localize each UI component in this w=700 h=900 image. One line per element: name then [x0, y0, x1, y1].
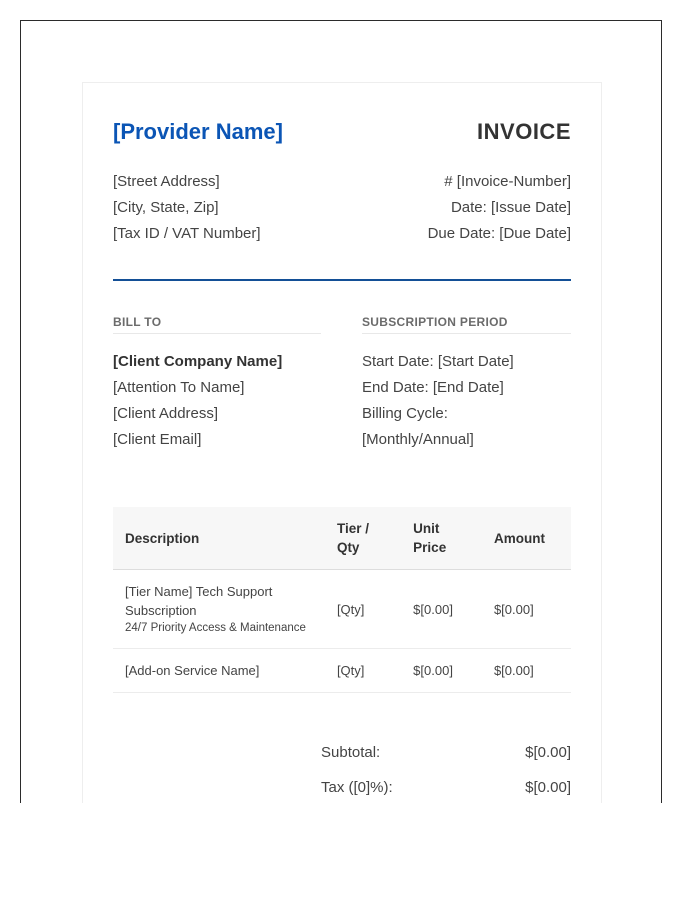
start-date: Start Date: [Start Date]: [362, 353, 514, 370]
client-email: [Client Email]: [113, 431, 202, 448]
item-description: [Tier Name] Tech Support Subscription: [125, 584, 273, 618]
item-description: [Add-on Service Name]: [113, 649, 325, 693]
document-viewport[interactable]: [20, 20, 662, 803]
qty-header-line1: Tier /: [336, 521, 369, 536]
provider-name: [Provider Name]: [113, 119, 283, 144]
line-items-table: [113, 507, 571, 693]
invoice-due-date: Due Date: [Due Date]: [427, 225, 571, 242]
totals-block: [321, 735, 571, 803]
bill-to-heading: BILL TO: [113, 315, 321, 334]
tax-label: Tax ([0]%):: [321, 779, 393, 796]
price-header-line2: Price: [413, 540, 447, 555]
item-unit-price: $[0.00]: [401, 649, 482, 693]
item-amount: $[0.00]: [482, 649, 571, 693]
client-address: [Client Address]: [113, 405, 219, 422]
invoice-meta: [428, 169, 571, 247]
header-divider: [113, 279, 571, 281]
provider-city: [City, State, Zip]: [113, 199, 219, 216]
client-attention: [Attention To Name]: [113, 379, 245, 396]
table-row: [113, 649, 571, 693]
subtotal-value: $[0.00]: [525, 744, 571, 761]
bill-to-details: [113, 349, 282, 453]
provider-tax-id: [Tax ID / VAT Number]: [113, 225, 261, 242]
column-header-amount: Amount: [482, 507, 571, 570]
item-note: 24/7 Priority Access & Maintenance: [125, 622, 306, 634]
column-header-description: Description: [113, 507, 325, 570]
row-description: [113, 570, 325, 649]
item-unit-price: $[0.00]: [401, 570, 482, 649]
provider-street: [Street Address]: [113, 173, 220, 190]
end-date: End Date: [End Date]: [362, 379, 504, 396]
subscription-period-heading: SUBSCRIPTION PERIOD: [362, 315, 571, 334]
invoice-title: INVOICE: [477, 119, 571, 144]
tax-row: [321, 770, 571, 803]
qty-header-line2: Qty: [336, 540, 360, 555]
item-qty: [Qty]: [325, 570, 401, 649]
subtotal-row: [321, 735, 571, 770]
invoice-number: # [Invoice-Number]: [444, 173, 571, 190]
column-header-qty: [325, 507, 401, 570]
price-header-line1: Unit: [413, 521, 440, 536]
tax-value: $[0.00]: [525, 779, 571, 796]
billing-cycle-label: Billing Cycle:: [362, 405, 448, 422]
billing-cycle-value: [Monthly/Annual]: [362, 431, 474, 448]
client-company-name: [Client Company Name]: [113, 353, 283, 370]
subscription-period-details: [362, 349, 571, 453]
column-header-unit-price: [401, 507, 482, 570]
item-qty: [Qty]: [325, 649, 401, 693]
invoice-page: [82, 82, 602, 803]
table-header-row: [113, 507, 571, 570]
table-row: [113, 570, 571, 649]
item-amount: $[0.00]: [482, 570, 571, 649]
invoice-date: Date: [Issue Date]: [450, 199, 571, 216]
provider-address: [113, 169, 261, 247]
subtotal-label: Subtotal:: [321, 744, 381, 761]
